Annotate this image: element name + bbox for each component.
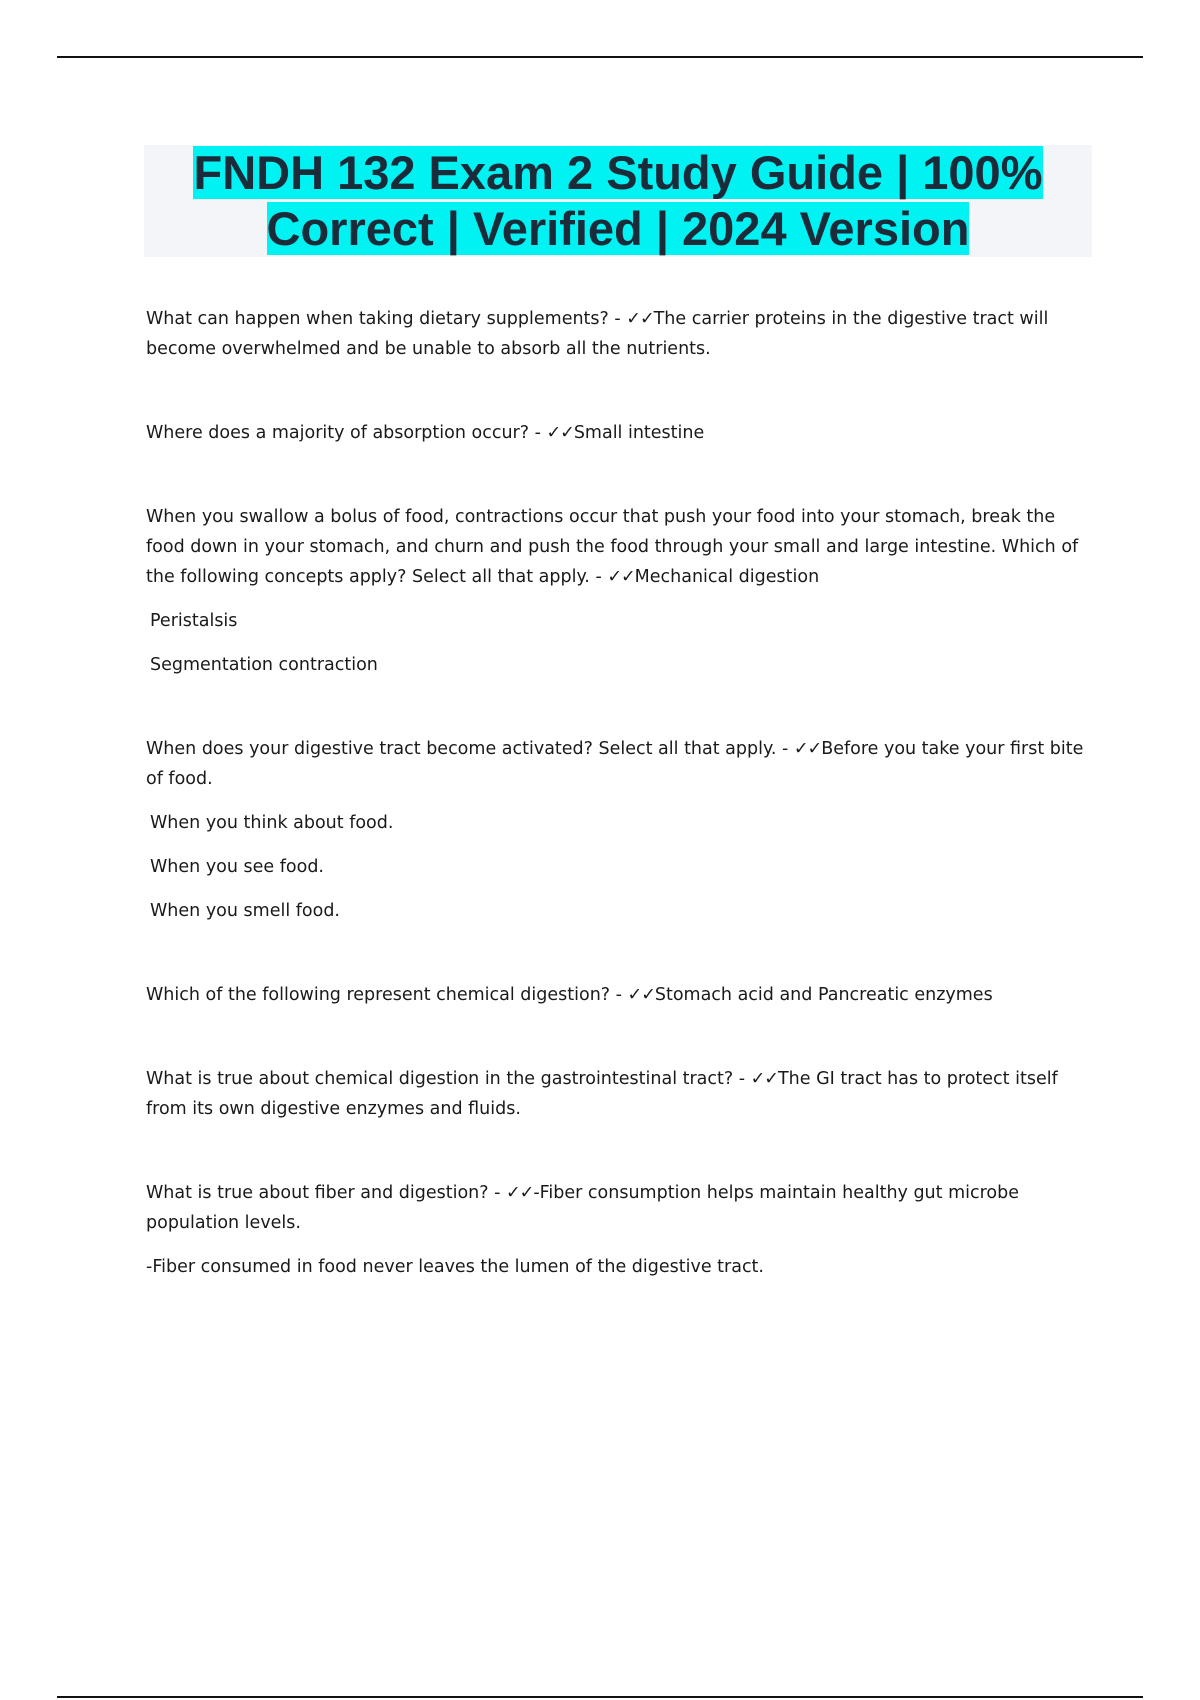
question-text: Where does a majority of absorption occur? [146, 423, 530, 443]
separator: - [529, 423, 547, 443]
answer-text: Small intestine [573, 423, 705, 443]
checkmark-icon: ✓✓ [626, 309, 654, 329]
separator: - [733, 1069, 751, 1089]
separator: - [776, 739, 794, 759]
answer-extra: -Fiber consumed in food never leaves the lumen of the digestive tract. [146, 1257, 764, 1277]
checkmark-icon: ✓✓ [750, 1069, 778, 1089]
answer-extra: Segmentation contraction [150, 655, 378, 675]
qa-item [146, 304, 1090, 364]
answer-text: Before you take your first bite of food. [146, 739, 1084, 789]
answer-text: The carrier proteins in the digestive tract will become overwhelmed and be unable to absorb all the nutrients. [146, 309, 1049, 359]
qa-item [146, 980, 1090, 1010]
checkmark-icon: ✓✓ [627, 985, 655, 1005]
separator: - [589, 567, 608, 587]
qa-item [146, 418, 1090, 448]
top-rule [57, 56, 1143, 58]
checkmark-icon: ✓✓ [793, 739, 822, 759]
separator: - [608, 309, 627, 329]
answer-text: Stomach acid and Pancreatic enzymes [654, 985, 993, 1005]
question-text: When you swallow a bolus of food, contractions occur that push your food into your stomach, break the food down in your stomach, and churn and push the food through your small and large intestine. Which of the following concepts apply? Select all that apply. [146, 507, 1079, 587]
question-text: Which of the following represent chemical digestion? [146, 985, 611, 1005]
answer-text: The GI tract has to protect itself from its own digestive enzymes and fluids. [146, 1069, 1058, 1119]
answer-extra: Peristalsis [150, 611, 238, 631]
qa-item [146, 1064, 1090, 1124]
qa-item [146, 502, 1090, 592]
checkmark-icon: ✓✓ [607, 567, 635, 587]
qa-list [146, 304, 1090, 1282]
question-text: What can happen when taking dietary supplements? [146, 309, 609, 329]
checkmark-icon: ✓✓ [506, 1183, 534, 1203]
question-text: When does your digestive tract become activated? Select all that apply. [146, 739, 777, 759]
checkmark-icon: ✓✓ [546, 423, 574, 443]
separator: - [488, 1183, 506, 1203]
answer-text: -Fiber consumption helps maintain healthy gut microbe population levels. [146, 1183, 1019, 1233]
question-text: What is true about chemical digestion in the gastrointestinal tract? [146, 1069, 734, 1089]
answer-extra: When you smell food. [150, 901, 340, 921]
answer-extra: When you see food. [150, 857, 324, 877]
answer-extra: When you think about food. [150, 813, 394, 833]
separator: - [610, 985, 628, 1005]
question-text: What is true about fiber and digestion? [146, 1183, 489, 1203]
qa-item [146, 1178, 1090, 1238]
document-title: FNDH 132 Exam 2 Study Guide | 100% Correct | Verified | 2024 Version [193, 146, 1043, 255]
answer-text: Mechanical digestion [634, 567, 820, 587]
title-banner [144, 145, 1092, 257]
qa-item [146, 734, 1090, 794]
bottom-rule [57, 1696, 1143, 1698]
